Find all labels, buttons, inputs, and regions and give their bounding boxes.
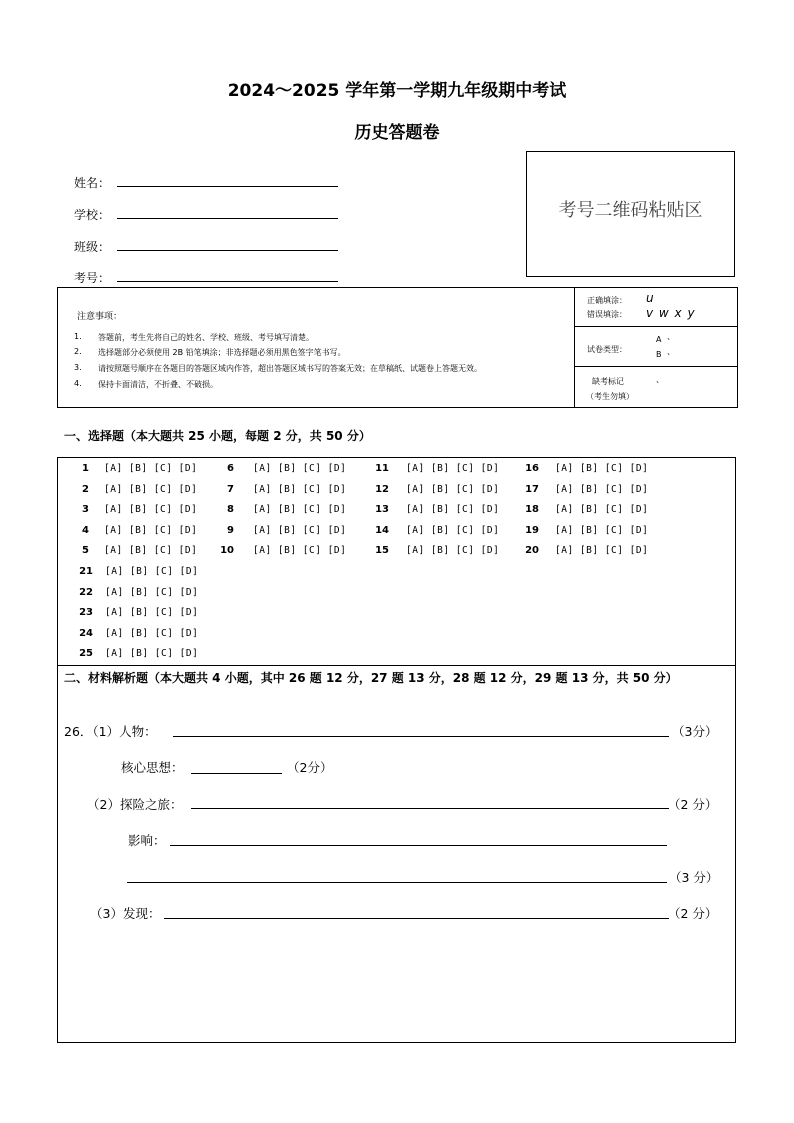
notice-item-text: 答题前，考生先将自己的姓名、学校、班级、考号填写清楚。 [98, 333, 314, 342]
question-number: 13 [375, 504, 389, 515]
notice-item-text: 请按照题号顺序在各题目的答题区域内作答，超出答题区域书写的答案无效；在草稿纸、试题卷上答题无效。 [98, 364, 482, 373]
answer-box [57, 457, 736, 1043]
exam-title: 2024～2025 学年第一学期九年级期中考试 [227, 81, 567, 101]
exam-number-field[interactable] [117, 281, 338, 282]
question-number: 2 [82, 484, 89, 495]
answer-options[interactable]: [A] [B] [C] [D] [406, 525, 500, 536]
answer-options[interactable]: [A] [B] [C] [D] [253, 525, 347, 536]
notice-item-text: 保持卡面清洁，不折叠、不破损。 [98, 380, 218, 389]
impact-answer-line-2[interactable] [127, 882, 667, 883]
core-thought-points: （2分） [287, 760, 333, 775]
question-number: 19 [525, 525, 539, 536]
answer-options[interactable]: [A] [B] [C] [D] [406, 545, 500, 556]
paper-type-a[interactable]: A [656, 335, 662, 344]
question-number: 4 [82, 525, 89, 536]
exploration-answer-line[interactable] [191, 808, 669, 809]
answer-options[interactable]: [A] [B] [C] [D] [555, 525, 649, 536]
answer-options[interactable]: [A] [B] [C] [D] [406, 504, 500, 515]
school-label: 学校： [74, 208, 111, 222]
answer-options[interactable]: [A] [B] [C] [D] [253, 545, 347, 556]
answer-options[interactable]: [A] [B] [C] [D] [104, 463, 198, 474]
notice-divider [574, 366, 738, 367]
answer-options[interactable]: [A] [B] [C] [D] [406, 484, 500, 495]
question-number: 12 [375, 484, 389, 495]
notice-item-num: 4. [74, 379, 82, 388]
discovery-label: （3）发现： [90, 906, 161, 921]
question-number: 24 [79, 628, 93, 639]
question-number: 3 [82, 504, 89, 515]
notice-box [57, 287, 738, 408]
discovery-points: （2 分） [668, 906, 718, 921]
paper-type-b-bracket: 、 [667, 347, 675, 356]
answer-options[interactable]: [A] [B] [C] [D] [253, 463, 347, 474]
answer-options[interactable]: [A] [B] [C] [D] [105, 628, 199, 639]
answer-options[interactable]: [A] [B] [C] [D] [104, 504, 198, 515]
notice-heading: 注意事项： [77, 312, 123, 322]
answer-options[interactable]: [A] [B] [C] [D] [406, 463, 500, 474]
question-number: 1 [82, 463, 89, 474]
section-divider [58, 665, 735, 666]
answer-options[interactable]: [A] [B] [C] [D] [105, 648, 199, 659]
absent-label: 缺考标记 [592, 377, 624, 386]
question-number: 6 [227, 463, 234, 474]
question-number: 18 [525, 504, 539, 515]
absent-note: （考生勿填） [586, 392, 634, 401]
question-number: 9 [227, 525, 234, 536]
qr-code-label: 考号二维码粘贴区 [558, 200, 703, 221]
notice-item-num: 2. [74, 347, 82, 356]
question-number: 17 [525, 484, 539, 495]
answer-options[interactable]: [A] [B] [C] [D] [104, 484, 198, 495]
answer-options[interactable]: [A] [B] [C] [D] [104, 525, 198, 536]
question-number: 20 [525, 545, 539, 556]
answer-options[interactable]: [A] [B] [C] [D] [253, 484, 347, 495]
notice-divider [574, 326, 738, 327]
answer-options[interactable]: [A] [B] [C] [D] [105, 566, 199, 577]
fill-correct-label: 正确填涂： [587, 296, 627, 305]
question-number: 11 [375, 463, 389, 474]
answer-options[interactable]: [A] [B] [C] [D] [555, 504, 649, 515]
impact-answer-line-1[interactable] [170, 845, 667, 846]
question-number: 16 [525, 463, 539, 474]
paper-type-b[interactable]: B [656, 350, 662, 359]
exam-subtitle: 历史答题卷 [354, 123, 440, 143]
qr-code-area [526, 151, 735, 277]
core-thought-answer-line[interactable] [191, 773, 282, 774]
answer-options[interactable]: [A] [B] [C] [D] [104, 545, 198, 556]
section1-heading: 一、选择题（本大题共 25 小题，每题 2 分，共 50 分） [64, 429, 371, 443]
exam-number-label: 考号： [74, 271, 111, 285]
discovery-answer-line[interactable] [164, 918, 669, 919]
question-number: 22 [79, 587, 93, 598]
notice-divider [574, 288, 575, 407]
answer-options[interactable]: [A] [B] [C] [D] [105, 607, 199, 618]
paper-type-label: 试卷类型： [587, 345, 627, 354]
question-number: 5 [82, 545, 89, 556]
fill-correct-symbol: u [646, 291, 654, 305]
absent-mark-box[interactable]: 、 [656, 375, 664, 384]
class-label: 班级： [74, 240, 111, 254]
answer-options[interactable]: [A] [B] [C] [D] [253, 504, 347, 515]
notice-item-num: 1. [74, 332, 82, 341]
question-number: 7 [227, 484, 234, 495]
q26-1-answer-line[interactable] [173, 736, 669, 737]
exploration-points: （2 分） [668, 797, 718, 812]
question-number: 15 [375, 545, 389, 556]
question-number: 23 [79, 607, 93, 618]
question-number: 21 [79, 566, 93, 577]
question-number: 14 [375, 525, 389, 536]
name-field[interactable] [117, 186, 338, 187]
core-thought-label: 核心思想： [121, 760, 184, 775]
answer-options[interactable]: [A] [B] [C] [D] [555, 463, 649, 474]
notice-item-num: 3. [74, 363, 82, 372]
exploration-label: （2）探险之旅： [87, 797, 183, 812]
name-label: 姓名： [74, 176, 111, 190]
answer-options[interactable]: [A] [B] [C] [D] [105, 587, 199, 598]
question-number: 10 [220, 545, 234, 556]
q26-1-points: （3分） [672, 724, 718, 739]
fill-wrong-label: 错误填涂： [587, 310, 627, 319]
class-field[interactable] [117, 250, 338, 251]
q26-1-label: 26．（1）人物： [64, 724, 157, 739]
question-number: 8 [227, 504, 234, 515]
section2-heading: 二、材料解析题（本大题共 4 小题，其中 26 题 12 分，27 题 13 分，28 题 12 分，29 题 13 分，共 50 分） [64, 671, 678, 685]
impact-points: （3 分） [669, 870, 719, 885]
impact-label: 影响： [128, 833, 166, 848]
answer-options[interactable]: [A] [B] [C] [D] [555, 545, 649, 556]
school-field[interactable] [117, 218, 338, 219]
notice-item-text: 选择题部分必须使用 2B 铅笔填涂；非选择题必须用黑色签字笔书写。 [98, 348, 346, 357]
question-number: 25 [79, 648, 93, 659]
fill-wrong-symbols: v w x y [646, 306, 696, 320]
paper-type-a-bracket: 、 [667, 332, 675, 341]
answer-options[interactable]: [A] [B] [C] [D] [555, 484, 649, 495]
